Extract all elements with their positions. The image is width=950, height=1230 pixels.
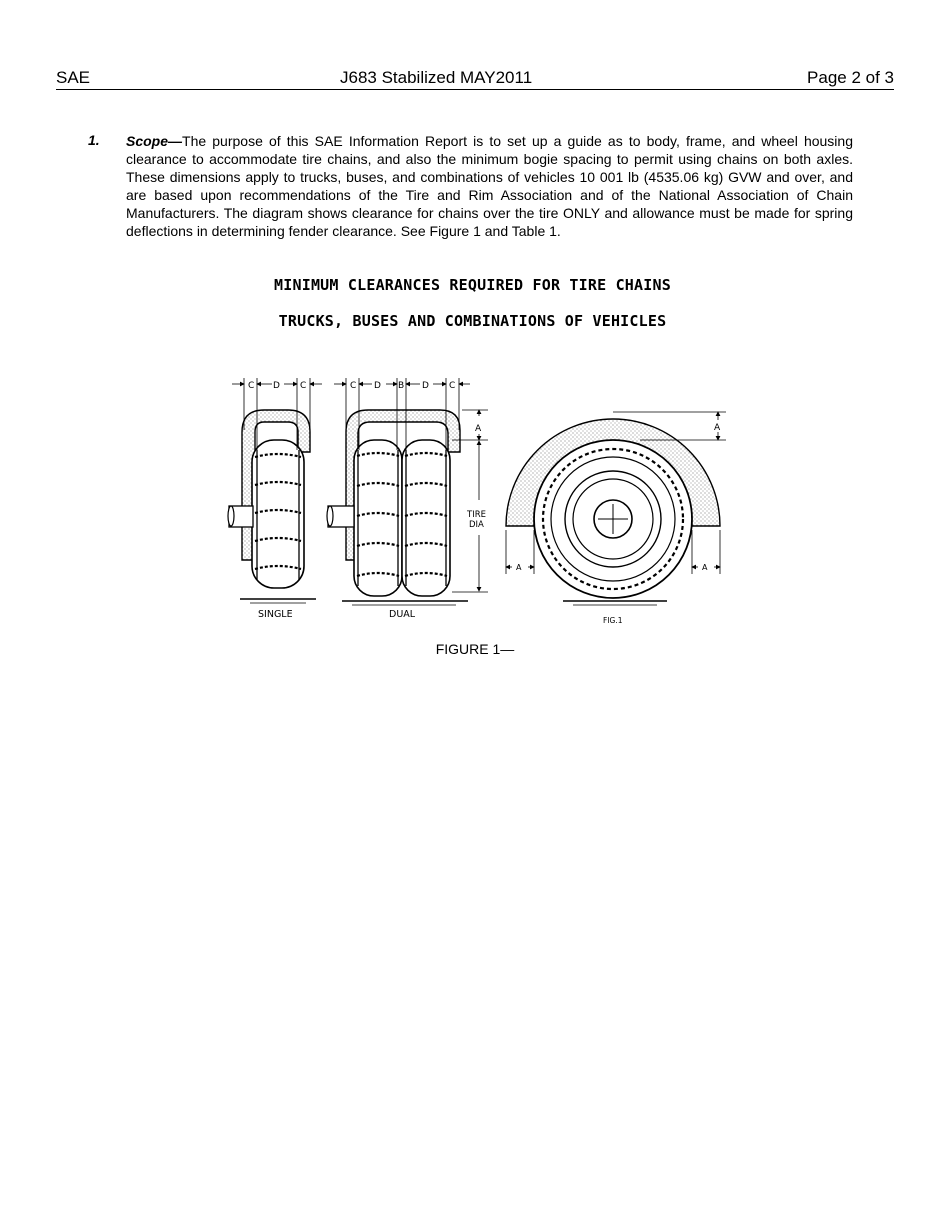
section-number: 1.: [88, 132, 100, 148]
header-org: SAE: [56, 68, 91, 87]
header-doc-id: J683 Stabilized MAY2011: [340, 68, 533, 87]
side-dim-a-right: A: [702, 563, 708, 572]
figure-title-line-2: TRUCKS, BUSES AND COMBINATIONS OF VEHICLES: [278, 312, 667, 330]
dual-dim-b: B: [398, 381, 405, 391]
fig-label: FIG.1: [603, 616, 623, 625]
figure-title-line-1: MINIMUM CLEARANCES REQUIRED FOR TIRE CHAINS: [274, 276, 671, 294]
scope-body: The purpose of this SAE Information Report is to set up a guide as to body, frame, and wheel housing clearance to accommodate tire chains, and also the minimum bogie spacing to permit using chains on both axles. These dimensions apply to trucks, buses, and combinations of vehicles 10 001 lb (4535.06 kg) GVW and over, and are based upon recommendations of the Tire and Rim Association and of the National Association of Chain Manufacturers. The diagram shows clearance for chains over the tire ONLY and allowance must be made for spring deflections in determining fender clearance. See Figure 1 and Table 1.: [126, 133, 853, 239]
dual-wheel-view: [327, 378, 488, 620]
single-dim-d: D: [273, 381, 280, 391]
dual-dim-c-right: C: [449, 381, 456, 391]
dual-dim-d-right: D: [422, 381, 429, 391]
side-dim-a-left: A: [516, 563, 522, 572]
figure-caption: FIGURE 1—: [435, 641, 515, 657]
dual-label: DUAL: [389, 609, 416, 620]
single-tire: [252, 440, 304, 588]
side-view-wheel: [506, 412, 726, 625]
scope-paragraph: [126, 132, 853, 240]
page-header: [56, 67, 894, 90]
single-dim-c-left: C: [248, 381, 255, 391]
tire-dia-label-line1: TIRE: [467, 510, 486, 520]
header-page-number: Page 2 of 3: [807, 68, 894, 87]
scope-title: Scope—: [126, 133, 183, 149]
tire-dia-label-line2: DIA: [469, 520, 484, 530]
single-dim-c-right: C: [300, 381, 307, 391]
side-dim-a-top: A: [714, 423, 721, 433]
single-label: SINGLE: [258, 609, 293, 620]
dual-dim-d-left: D: [374, 381, 381, 391]
tire-chain-clearance-diagram: [224, 372, 734, 634]
dual-dim-c-left: C: [350, 381, 357, 391]
dual-dim-a: A: [475, 424, 482, 434]
single-wheel-view: [228, 378, 322, 620]
